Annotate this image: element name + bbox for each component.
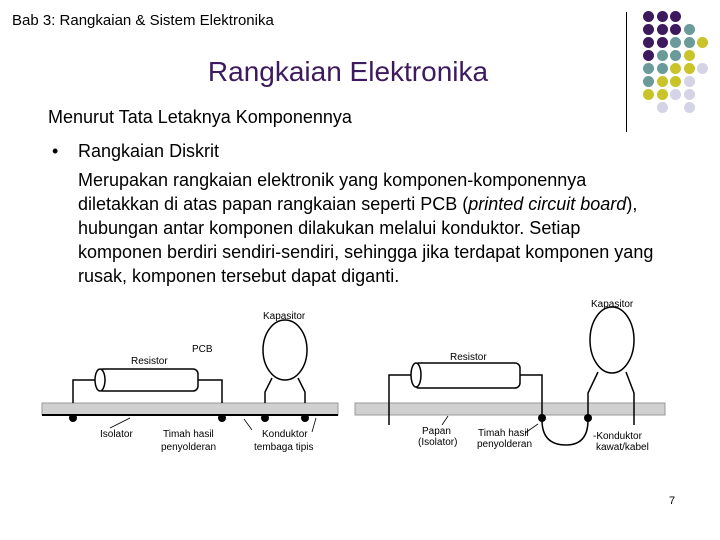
diagram-pcb (42, 320, 338, 432)
bullet-marker: • (52, 141, 59, 161)
page-number: 7 (669, 495, 676, 507)
label-konduktor-1: Konduktor (262, 429, 308, 440)
label-timah-1: Timah hasil (163, 429, 214, 440)
label-kapasitor: Kapasitor (263, 311, 306, 322)
label-konduktor-2: kawat/kabel (596, 442, 649, 453)
label-timah-2: penyolderan (161, 442, 217, 453)
label-resistor: Resistor (131, 356, 168, 367)
label-timah-1: Timah hasil (478, 428, 529, 439)
label-pcb: PCB (192, 344, 213, 355)
label-papan-2: (Isolator) (418, 437, 458, 448)
text-part: ), hubungan antar komponen dilakukan melalui konduktor. Setiap komponen berdiri sendiri-sendiri, sehingga jika terdapat komponen yang rusak, komponen tersebut dapat diganti. (78, 194, 654, 286)
label-konduktor-1: -Konduktor (593, 431, 642, 442)
label-kapasitor: Kapasitor (591, 299, 634, 310)
label-resistor: Resistor (450, 352, 487, 363)
slide-title: Rangkaian Elektronika (207, 56, 489, 87)
bullet-label: Rangkaian Diskrit (78, 141, 220, 161)
diagram-wire (355, 307, 665, 445)
text-italic: printed circuit board (468, 194, 627, 214)
label-timah-2: penyolderan (477, 439, 533, 450)
label-papan-1: Papan (422, 426, 451, 437)
slide-subtitle: Menurut Tata Letaknya Komponennya (48, 107, 352, 127)
label-konduktor-2: tembaga tipis (254, 442, 314, 453)
text-part: Merupakan rangkaian elektronik yang komponen-komponennya diletakkan di atas papan rangkaian seperti PCB ( (78, 170, 587, 214)
slide-header: Bab 3: Rangkaian & Sistem Elektronika (12, 12, 274, 29)
label-isolator: Isolator (100, 429, 133, 440)
